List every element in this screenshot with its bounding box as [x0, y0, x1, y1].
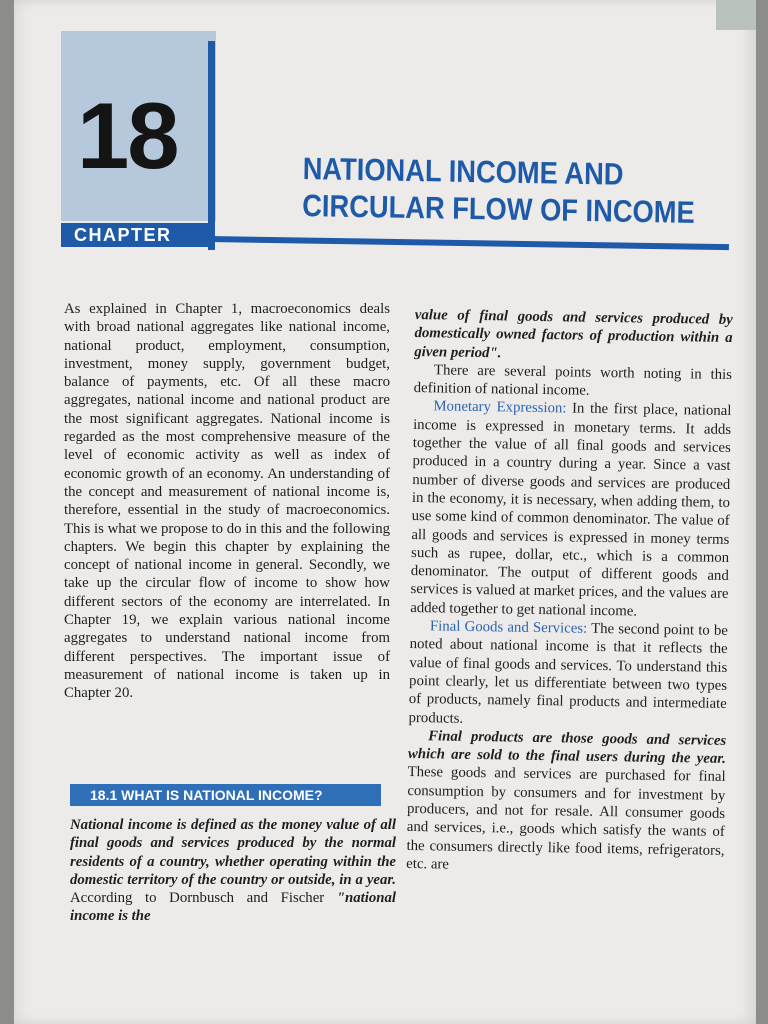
page-corner-background	[716, 0, 756, 30]
heading-underline	[209, 236, 729, 250]
monetary-text: In the first place, national income is expressed in monetary terms. It adds together the value of all final goods and services produced in a country during a year. Since a vast number of diverse goods and services are produced in the economy, it is necessary, when adding them, to use some kind of common denominator. The value of all goods and services is expressed in money terms such as rupee, dollar, etc., which is a common denominator. The output of different goods and services is valued at market prices, and the values are added together to get national income.	[410, 400, 732, 620]
monetary-heading: Monetary Expression:	[433, 398, 567, 417]
book-page	[14, 0, 756, 1024]
final-goods-paragraph	[408, 617, 728, 732]
section-heading: 18.1 WHAT IS NATIONAL INCOME?	[70, 784, 381, 806]
chapter-number: 18	[77, 83, 178, 188]
points-intro: There are several points worth noting in this definition of national income.	[413, 362, 733, 399]
final-products-text: These goods and services are purchased for final consumption by consumers and for investment by producers, and not for resale. All consumer goods and services, i.e., goods which satisfy the wants of the consumers directly like food items, refrigerators, etc. are	[406, 764, 726, 873]
monetary-paragraph	[410, 397, 731, 622]
final-products-paragraph	[406, 727, 726, 878]
chapter-box-rule	[208, 41, 215, 250]
definition-text: National income is defined as the money value of all final goods and services produced by the normal residents of a country, whether operating within the domestic territory of the country or outside, in a year.	[70, 817, 396, 888]
final-goods-text: The second point to be noted about national income is that it reflects the value of final goods and services. To understand this point clearly, let us differentiate between two types of products, namely final products and intermediate products.	[408, 620, 729, 727]
right-column	[406, 306, 733, 878]
definition-paragraph	[70, 816, 396, 926]
chapter-title	[301, 150, 695, 231]
chapter-label: CHAPTER	[61, 223, 209, 247]
final-products-definition: Final products are those goods and services which are sold to the final users during the year.	[407, 728, 727, 768]
quote-continuation: value of final goods and services produced by domestically owned factors of production within a given period".	[414, 306, 733, 361]
final-goods-heading: Final Goods and Services:	[429, 618, 588, 637]
quote-start: "national income is the	[70, 890, 396, 925]
chapter-title-line-1: NATIONAL INCOME AND	[302, 150, 624, 192]
section-body	[70, 816, 396, 926]
according-text: According to Dornbusch and Fischer	[70, 890, 337, 907]
left-column	[64, 300, 390, 703]
chapter-title-line-2: CIRCULAR FLOW OF INCOME	[301, 187, 695, 230]
intro-paragraph: As explained in Chapter 1, macroeconomics deals with broad national aggregates like national income, national product, employment, consumption, investment, money supply, government budget, balance of payments, etc. Of all these macro aggregates, national income and national product are the most significant aggregates. National income is regarded as the most comprehensive measure of the level of economic activity as well as index of economic growth of an economy. An understanding of the concept and measurement of national income is, therefore, essential in the study of macroeconomics. This is what we propose to do in this and the following chapters. We begin this chapter by explaining the concept of national income in general. Secondly, we take up the circular flow of income to show how different sectors of the economy are interrelated. In Chapter 19, we explain various national income aggregates to understand national income from different perspectives. The important issue of measurement of national income is taken up in Chapter 20.	[64, 301, 390, 702]
